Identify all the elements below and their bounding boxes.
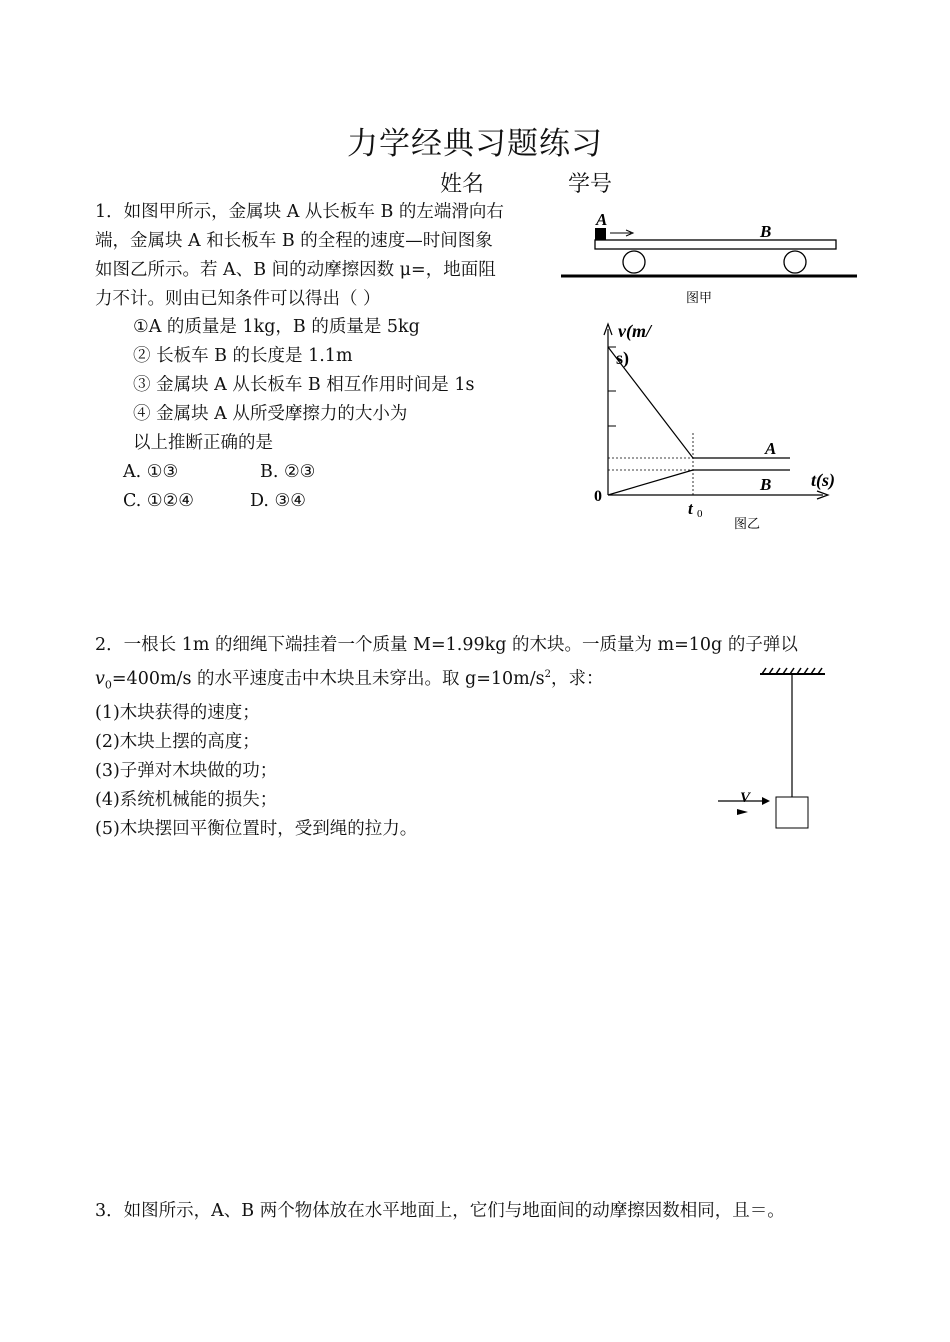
name-label: 姓名 bbox=[440, 172, 485, 197]
figure-pendulum bbox=[710, 665, 835, 835]
question-1-statements bbox=[133, 313, 475, 458]
question-2-part-5: (5)木块摆回平衡位置时，受到绳的拉力。 bbox=[95, 819, 418, 840]
question-2-part-1: (1)木块获得的速度； bbox=[95, 703, 260, 724]
line-b-label: B bbox=[760, 475, 772, 494]
choice-d[interactable]: D. ③④ bbox=[250, 491, 306, 511]
y-axis-label-2: s) bbox=[616, 348, 629, 368]
choice-c[interactable]: C. ①②④ bbox=[123, 491, 194, 511]
question-2-line-1: 2．一根长 1m 的细绳下端挂着一个质量 M=1.99kg 的木块。一质量为 m=10g 的子弹以 bbox=[95, 635, 798, 655]
statement-2: ② 长板车 B 的长度是 1.1m bbox=[133, 346, 353, 366]
label-board-b: B bbox=[760, 222, 772, 241]
question-3-line-1: 3．如图所示，A、B 两个物体放在水平地面上，它们与地面间的动摩擦因数相同，且＝。 bbox=[95, 1201, 785, 1221]
figure-b-caption: 图乙 bbox=[734, 517, 761, 532]
question-2-part-4: (4)系统机械能的损失； bbox=[95, 790, 278, 811]
bullet bbox=[737, 809, 748, 815]
line-a-label: A bbox=[765, 439, 777, 458]
label-block-a: A bbox=[596, 210, 608, 229]
y-axis-label: v(m/ bbox=[618, 321, 651, 341]
choice-a[interactable]: A. ①③ bbox=[123, 462, 179, 482]
t0-label: t bbox=[688, 499, 693, 518]
page-title: 力学经典习题练习 bbox=[347, 126, 603, 162]
student-id-label: 学号 bbox=[568, 172, 613, 197]
choice-b[interactable]: B. ②③ bbox=[260, 462, 316, 482]
statement-4: ④ 金属块 A 从所受摩擦力的大小为 bbox=[133, 404, 408, 424]
origin-label: 0 bbox=[594, 488, 602, 505]
velocity-label: V bbox=[740, 790, 751, 806]
question-2-part-2: (2)木块上摆的高度； bbox=[95, 732, 260, 753]
question-2 bbox=[95, 631, 798, 844]
statement-3: ③ 金属块 A 从长板车 B 相互作用时间是 1s bbox=[133, 375, 475, 395]
wood-block bbox=[776, 797, 808, 828]
line-b-accelerating bbox=[608, 470, 693, 495]
question-1-line: 如图乙所示。若 A、B 间的动摩擦因数 μ=，地面阻 bbox=[95, 260, 496, 280]
question-2-line-2: $v_0=400m/s$ 的水平速度击中木块且未穿出。取 $g=10m/s^2$，求： bbox=[95, 668, 604, 692]
question-1-line: 力不计。则由已知条件可以得出（ ） bbox=[95, 289, 381, 309]
figure-a-board-car bbox=[555, 205, 865, 310]
figure-b-vt-graph bbox=[585, 315, 860, 535]
figure-a-caption: 图甲 bbox=[686, 291, 713, 306]
question-1-stem bbox=[95, 198, 504, 314]
x-axis-label: t(s) bbox=[811, 470, 835, 490]
statement-1: ①A 的质量是 1kg，B 的质量是 5kg bbox=[133, 317, 420, 337]
question-1-prompt: 以上推断正确的是 bbox=[133, 433, 273, 453]
t0-subscript: 0 bbox=[697, 508, 703, 520]
block-a bbox=[595, 228, 606, 240]
question-1-line: 端，金属块 A 和长板车 B 的全程的速度—时间图象 bbox=[95, 231, 493, 251]
question-1-line: 1．如图甲所示，金属块 A 从长板车 B 的左端滑向右 bbox=[95, 202, 504, 222]
question-2-part-3: (3)子弹对木块做的功； bbox=[95, 761, 278, 782]
